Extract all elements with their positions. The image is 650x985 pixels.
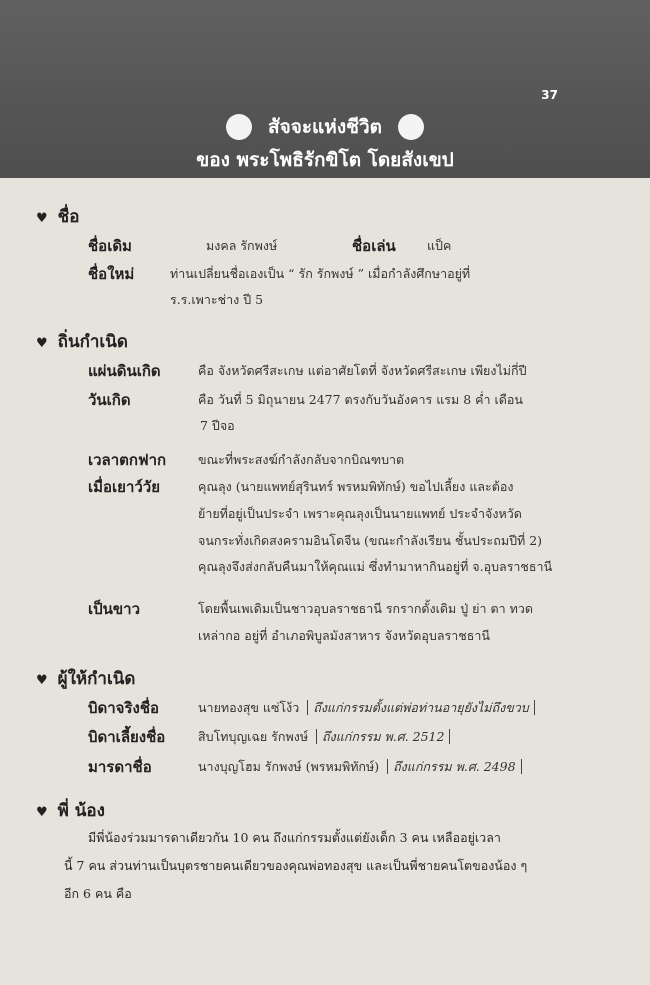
stepfather-note: ถึงแก่กรรม พ.ศ. 2512 xyxy=(316,729,450,744)
childhood-line: ย้ายที่อยู่เป็นประจำ เพราะคุณลุงเป็นนายแพทย์ ประจำจังหวัด xyxy=(198,506,522,521)
birth-time-value: ขณะที่พระสงฆ์กำลังกลับจากบิณฑบาต xyxy=(198,452,405,467)
stepfather-row xyxy=(198,727,450,747)
new-name-label: ชื่อใหม่ xyxy=(88,265,135,283)
page-title xyxy=(0,112,650,142)
original-name-label: ชื่อเดิม xyxy=(88,237,132,255)
circle-icon xyxy=(398,114,424,140)
birthday-label: วันเกิด xyxy=(88,391,131,409)
page-number: 37 xyxy=(541,88,558,102)
mother-label: มารดาชื่อ xyxy=(88,758,152,776)
nickname-label: ชื่อเล่น xyxy=(352,237,396,255)
father-note: ถึงแก่กรรมตั้งแต่พ่อท่านอายุยังไม่ถึงขวบ xyxy=(307,700,534,715)
mother-value: นางบุญโฮม รักพงษ์ (พรหมพิทักษ์) xyxy=(198,759,380,774)
stepfather-label: บิดาเลี้ยงชื่อ xyxy=(88,728,166,746)
nickname-value: แป็ค xyxy=(427,238,452,253)
heart-bullet-icon: ♥ xyxy=(36,805,48,820)
heart-bullet-icon: ♥ xyxy=(36,336,48,351)
section-heading-birthplace: ♥ ถิ่นกำเนิด xyxy=(36,332,128,352)
heart-bullet-icon: ♥ xyxy=(36,211,48,226)
siblings-line: มีพี่น้องร่วมมารดาเดียวกัน 10 คน ถึงแก่กรรมตั้งแต่ยังเด็ก 3 คน เหลืออยู่เวลา xyxy=(88,830,501,845)
birthplace-value: คือ จังหวัดศรีสะเกษ แต่อาศัยโตที่ จังหวัดศรีสะเกษ เพียงไม่กี่ปี xyxy=(198,363,527,378)
birthday-line: คือ วันที่ 5 มิถุนายน 2477 ตรงกับวันอังคาร แรม 8 ค่ำ เดือน xyxy=(198,392,523,407)
section-heading-parents: ♥ ผู้ให้กำเนิด xyxy=(36,669,136,689)
heart-bullet-icon: ♥ xyxy=(36,673,48,688)
birth-time-label: เวลาตกฟาก xyxy=(88,451,167,469)
childhood-line: คุณลุง (นายแพทย์สุรินทร์ พรหมพิทักษ์) ขอไปเลี้ยง และต้อง xyxy=(198,479,514,494)
mother-row xyxy=(198,757,522,777)
father-value: นายทองสุข แซ่โง้ว xyxy=(198,700,300,715)
new-name-line: ท่านเปลี่ยนชื่อเองเป็น “ รัก รักพงษ์ ” เมื่อกำลังศึกษาอยู่ที่ xyxy=(170,266,471,281)
father-row xyxy=(198,698,535,718)
original-name-value: มงคล รักพงษ์ xyxy=(206,238,278,253)
siblings-line: นี้ 7 คน ส่วนท่านเป็นบุตรชายคนเดียวของคุณพ่อทองสุข และเป็นพี่ชายคนโตของน้อง ๆ xyxy=(64,858,528,873)
childhood-label: เมื่อเยาว์วัย xyxy=(88,478,160,496)
youth-line: เหล่ากอ อยู่ที่ อำเภอพิบูลมังสาหาร จังหวัดอุบลราชธานี xyxy=(198,628,490,643)
birthday-line: 7 ปีจอ xyxy=(200,418,235,433)
circle-icon xyxy=(226,114,252,140)
siblings-line: อีก 6 คน คือ xyxy=(64,886,132,901)
section-heading-siblings: ♥ พี่ น้อง xyxy=(36,801,105,821)
birthplace-label: แผ่นดินเกิด xyxy=(88,362,161,380)
father-label: บิดาจริงชื่อ xyxy=(88,699,160,717)
mother-note: ถึงแก่กรรม พ.ศ. 2498 xyxy=(387,759,521,774)
stepfather-value: สิบโทบุญเฉย รักพงษ์ xyxy=(198,729,309,744)
childhood-line: จนกระทั่งเกิดสงครามอินโดจีน (ขณะกำลังเรียน ชั้นประถมปีที่ 2) xyxy=(198,533,543,548)
page-subtitle: ของ พระโพธิรักขิโต โดยสังเขป xyxy=(196,149,454,171)
youth-line: โดยพื้นเพเดิมเป็นชาวอุบลราชธานี รกรากดั้งเดิม ปู่ ย่า ตา ทวด xyxy=(198,601,533,616)
childhood-line: คุณลุงจึงส่งกลับคืนมาให้คุณแม่ ซึ่งทำมาหากินอยู่ที่ จ.อุบลราชธานี xyxy=(198,559,553,574)
page-header xyxy=(0,0,650,178)
section-heading-name: ♥ ชื่อ xyxy=(36,207,80,227)
new-name-line: ร.ร.เพาะช่าง ปี 5 xyxy=(170,292,264,307)
title-text: สัจจะแห่งชีวิต xyxy=(267,116,383,138)
youth-label: เป็นขาว xyxy=(88,600,141,618)
